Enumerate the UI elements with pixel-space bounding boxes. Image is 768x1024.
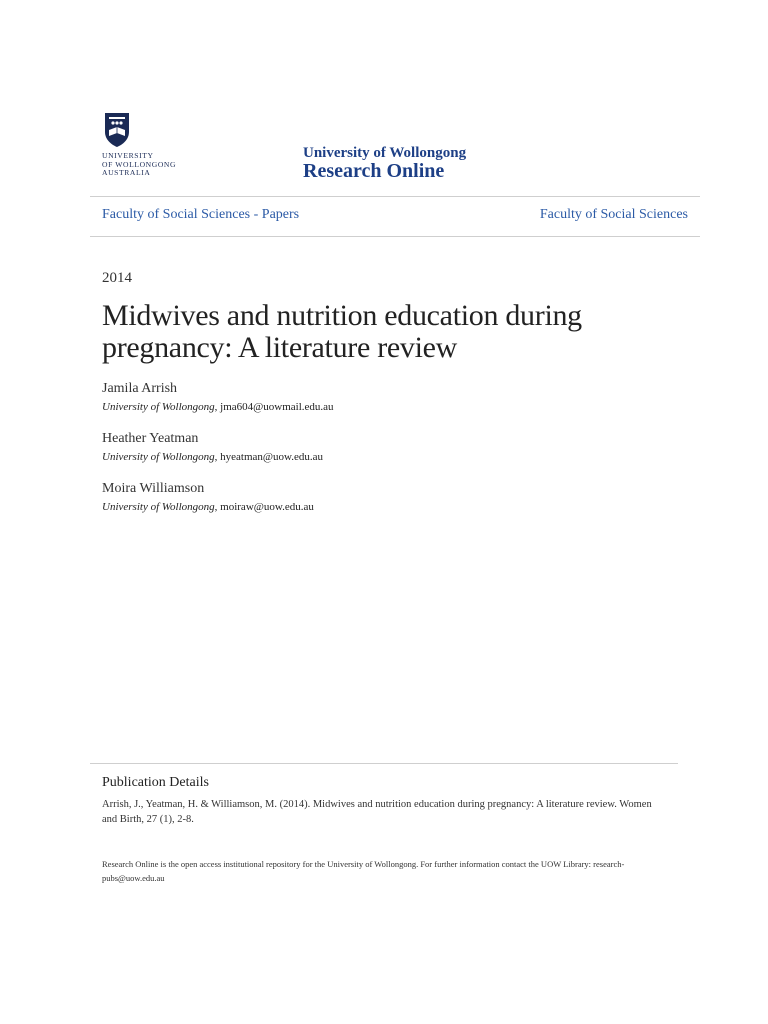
publication-divider xyxy=(90,763,678,764)
publication-details-heading: Publication Details xyxy=(102,775,209,790)
author-email: , jma604@uowmail.edu.au xyxy=(214,401,334,413)
nav-divider xyxy=(90,236,700,237)
author-email: , hyeatman@uow.edu.au xyxy=(214,451,324,463)
university-crest-icon xyxy=(104,112,130,148)
paper-title: Midwives and nutrition education during pregnancy: A literature review xyxy=(102,299,582,364)
faculty-link[interactable]: Faculty of Social Sciences xyxy=(539,207,688,222)
author-affiliation xyxy=(102,451,323,463)
institution-name: University of Wollongong xyxy=(303,145,467,161)
repository-footer-note: Research Online is the open access institutional repository for the University of Wollongong. For further information contact the UOW Library: research-pubs@uow.edu.au xyxy=(102,859,625,883)
author-name: Jamila Arrish xyxy=(102,381,178,396)
logo-line-3: AUSTRALIA xyxy=(102,168,151,178)
affiliation-name: University of Wollongong xyxy=(102,501,215,513)
faculty-papers-link[interactable]: Faculty of Social Sciences - Papers xyxy=(102,207,300,222)
publication-year: 2014 xyxy=(102,270,132,286)
publication-citation: Arrish, J., Yeatman, H. & Williamson, M. (2014). Midwives and nutrition education during pregnancy: A literature review. Women and Birth, 27 (1), 2-8. xyxy=(102,799,652,825)
logo-line-2: OF WOLLONGONG xyxy=(102,159,177,169)
author-name: Moira Williamson xyxy=(102,481,205,496)
affiliation-name: University of Wollongong xyxy=(102,451,215,463)
university-logo-wordmark xyxy=(102,152,202,178)
logo-line-1: UNIVERSITY xyxy=(102,151,154,160)
author-affiliation xyxy=(102,401,334,413)
top-divider xyxy=(90,196,700,197)
author-name: Heather Yeatman xyxy=(102,431,199,446)
affiliation-name: University of Wollongong xyxy=(102,401,215,413)
repository-name: Research Online xyxy=(303,160,445,182)
author-email: , moiraw@uow.edu.au xyxy=(214,501,314,513)
author-affiliation xyxy=(102,501,314,513)
